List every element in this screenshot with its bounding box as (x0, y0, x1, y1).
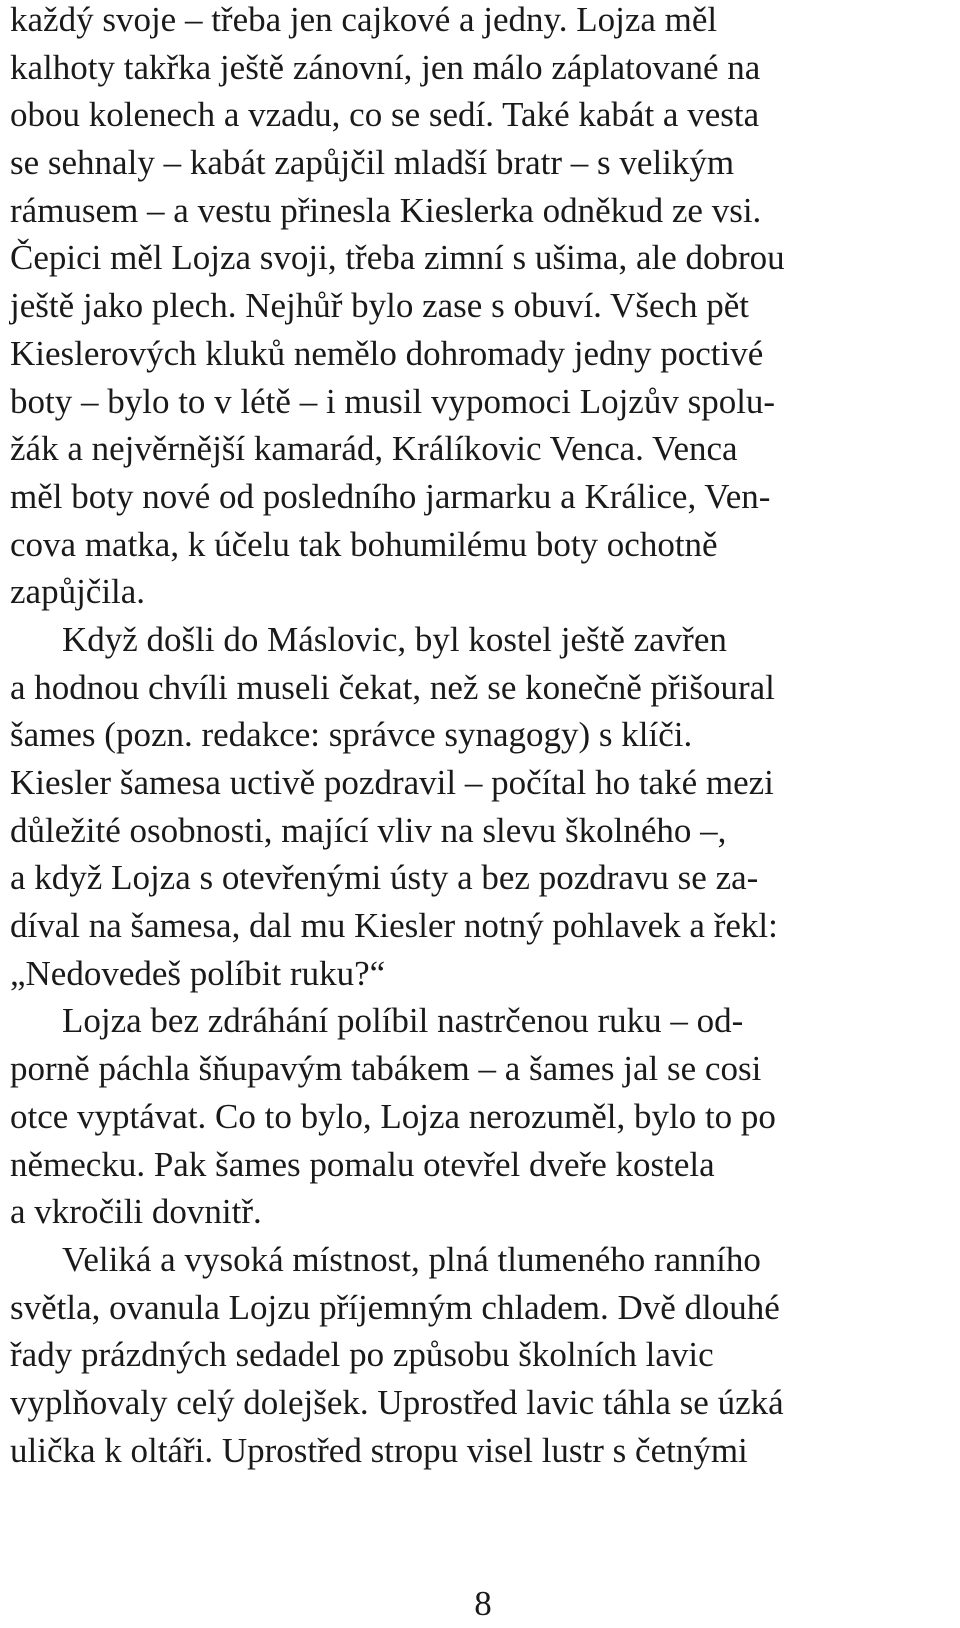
text-line: otce vyptávat. Co to bylo, Lojza nerozuměl, bylo to po (10, 1096, 776, 1136)
text-line: žák a nejvěrnější kamarád, Králíkovic Venca. Venca (10, 429, 738, 469)
text-line: zapůjčila. (10, 572, 146, 612)
text-line: německu. Pak šames pomalu otevřel dveře kostela (10, 1144, 715, 1184)
text-line: obou kolenech a vzadu, co se sedí. Také kabát a vesta (10, 95, 760, 135)
text-line: díval na šamesa, dal mu Kiesler notný pohlavek a řekl: (10, 906, 778, 946)
text-line: porně páchla šňupavým tabákem – a šames jal se cosi (10, 1049, 762, 1089)
text-line: důležité osobnosti, mající vliv na slevu školného –, (10, 810, 727, 850)
text-line: „Nedovedeš políbit ruku?“ (10, 953, 386, 993)
text-line: se sehnaly – kabát zapůjčil mladší bratr – s velikým (10, 143, 735, 183)
text-line: šames (pozn. redakce: správce synagogy) s klíči. (10, 715, 693, 755)
text-line: Kiesler šamesa uctivě pozdravil – počítal ho také mezi (10, 763, 774, 802)
body-text (10, 0, 955, 1474)
text-line: a vkročili dovnitř. (10, 1192, 262, 1232)
page-number: 8 (474, 1584, 492, 1623)
text-line: vyplňovaly celý dolejšek. Uprostřed lavic táhla se úzká (10, 1382, 784, 1422)
text-line: řady prázdných sedadel po způsobu školních lavic (10, 1335, 714, 1375)
paragraph-start-line: Lojza bez zdráhání políbil nastrčenou ruku – od- (62, 1001, 744, 1041)
text-line: Čepici měl Lojza svoji, třeba zimní s ušima, ale dobrou (10, 238, 785, 278)
text-line: kalhoty takřka ještě zánovní, jen málo záplatované na (10, 47, 761, 87)
text-line: měl boty nové od posledního jarmarku a Králice, Ven- (10, 476, 771, 516)
text-line: ještě jako plech. Nejhůř bylo zase s obuví. Všech pět (10, 286, 750, 326)
text-line: světla, ovanula Lojzu příjemným chladem. Dvě dlouhé (10, 1287, 780, 1327)
text-line: cova matka, k účelu tak bohumilému boty ochotně (10, 524, 718, 564)
text-line: Kieslerových kluků nemělo dohromady jedny poctivé (10, 333, 764, 373)
text-line: rámusem – a vestu přinesla Kieslerka odněkud ze vsi. (10, 190, 762, 230)
text-line: každý svoje – třeba jen cajkové a jedny. Lojza měl (10, 0, 718, 39)
text-line: boty – bylo to v létě – i musil vypomoci Lojzův spolu- (10, 381, 776, 421)
paragraph-start-line: Veliká a vysoká místnost, plná tlumeného ranního (62, 1239, 761, 1279)
text-line: a hodnou chvíli museli čekat, než se konečně přišoural (10, 667, 775, 707)
text-line: a když Lojza s otevřenými ústy a bez pozdravu se za- (10, 858, 759, 898)
paragraph-start-line: Když došli do Máslovic, byl kostel ještě zavřen (62, 619, 727, 659)
text-line: ulička k oltáři. Uprostřed stropu visel lustr s četnými (10, 1430, 748, 1470)
